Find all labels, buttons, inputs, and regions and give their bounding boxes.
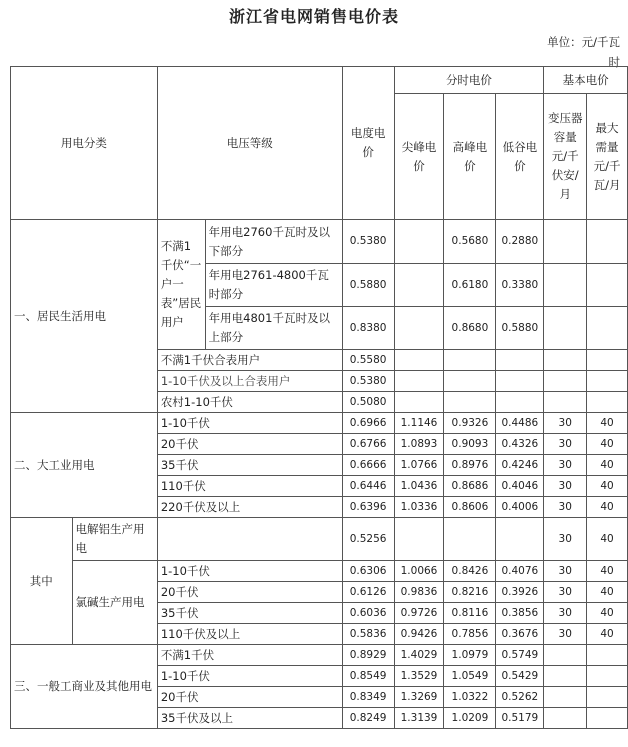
price-table xyxy=(10,66,628,729)
header-basic: 基本电价 xyxy=(544,67,628,94)
valley-cell: 0.3380 xyxy=(496,264,544,307)
header-voltage: 电压等级 xyxy=(157,67,342,220)
unit-label: 单位：元/千瓦时 xyxy=(547,35,620,69)
high-cell: 1.0979 xyxy=(444,645,496,666)
price-cell: 0.5580 xyxy=(342,350,394,371)
maxdemand-cell xyxy=(587,307,628,350)
voltage-cell: 1-10千伏 xyxy=(157,666,342,687)
transformer-cell: 30 xyxy=(544,582,587,603)
peak-cell: 0.9836 xyxy=(394,582,444,603)
voltage-cell: 35千伏及以上 xyxy=(157,708,342,729)
maxdemand-cell: 40 xyxy=(587,497,628,518)
voltage-cell: 35千伏 xyxy=(157,603,342,624)
voltage-cell: 1-10千伏 xyxy=(157,413,342,434)
peak-cell: 0.9426 xyxy=(394,624,444,645)
high-cell: 1.0209 xyxy=(444,708,496,729)
high-cell: 1.0322 xyxy=(444,687,496,708)
high-cell: 0.8426 xyxy=(444,561,496,582)
peak-cell: 1.0766 xyxy=(394,455,444,476)
peak-cell: 1.0893 xyxy=(394,434,444,455)
price-cell: 0.6036 xyxy=(342,603,394,624)
header-transformer: 变压器容量元/千伏安/月 xyxy=(544,94,587,220)
peak-cell: 1.3529 xyxy=(394,666,444,687)
price-cell: 0.8249 xyxy=(342,708,394,729)
price-cell: 0.5080 xyxy=(342,392,394,413)
transformer-cell: 30 xyxy=(544,624,587,645)
high-cell: 0.7856 xyxy=(444,624,496,645)
header-peak: 尖峰电价 xyxy=(394,94,444,220)
high-cell: 0.8680 xyxy=(444,307,496,350)
high-cell: 0.8606 xyxy=(444,497,496,518)
voltage-cell: 年用电4801千瓦时及以上部分 xyxy=(205,307,342,350)
valley-cell: 0.5429 xyxy=(496,666,544,687)
transformer-cell: 30 xyxy=(544,518,587,561)
price-cell: 0.6126 xyxy=(342,582,394,603)
table-row xyxy=(11,220,628,264)
price-cell: 0.5880 xyxy=(342,264,394,307)
valley-cell: 0.5262 xyxy=(496,687,544,708)
category-industrial: 二、大工业用电 xyxy=(11,413,158,518)
voltage-cell: 20千伏 xyxy=(157,434,342,455)
high-cell: 0.5680 xyxy=(444,220,496,264)
high-cell: 0.8116 xyxy=(444,603,496,624)
price-cell: 0.5380 xyxy=(342,220,394,264)
table-row xyxy=(11,561,628,582)
table-row xyxy=(11,413,628,434)
page-title: 浙江省电网销售电价表 xyxy=(228,7,399,26)
peak-cell: 1.3139 xyxy=(394,708,444,729)
residential-sub-label: 不满1千伏“一户一表”居民用户 xyxy=(157,220,205,350)
voltage-cell: 110千伏及以上 xyxy=(157,624,342,645)
header-price: 电度电价 xyxy=(342,67,394,220)
transformer-cell: 30 xyxy=(544,603,587,624)
peak-cell: 1.4029 xyxy=(394,645,444,666)
header-maxdemand: 最大需量元/千瓦/月 xyxy=(587,94,628,220)
price-cell: 0.5836 xyxy=(342,624,394,645)
peak-cell: 1.3269 xyxy=(394,687,444,708)
peak-cell: 0.9726 xyxy=(394,603,444,624)
maxdemand-cell xyxy=(587,264,628,307)
transformer-cell: 30 xyxy=(544,413,587,434)
header-high: 高峰电价 xyxy=(444,94,496,220)
voltage-cell: 110千伏 xyxy=(157,476,342,497)
price-cell: 0.6396 xyxy=(342,497,394,518)
high-cell: 0.8976 xyxy=(444,455,496,476)
valley-cell: 0.4076 xyxy=(496,561,544,582)
voltage-cell: 不满1千伏合表用户 xyxy=(157,350,342,371)
voltage-cell: 20千伏 xyxy=(157,582,342,603)
maxdemand-cell: 40 xyxy=(587,561,628,582)
transformer-cell: 30 xyxy=(544,561,587,582)
peak-cell xyxy=(394,307,444,350)
peak-cell: 1.1146 xyxy=(394,413,444,434)
category-commercial: 三、一般工商业及其他用电 xyxy=(11,645,158,729)
valley-cell: 0.3926 xyxy=(496,582,544,603)
valley-cell: 0.3676 xyxy=(496,624,544,645)
price-cell: 0.8349 xyxy=(342,687,394,708)
valley-cell: 0.5749 xyxy=(496,645,544,666)
voltage-cell: 年用电2761-4800千瓦时部分 xyxy=(205,264,342,307)
price-cell: 0.8929 xyxy=(342,645,394,666)
voltage-cell: 35千伏 xyxy=(157,455,342,476)
voltage-cell: 年用电2760千瓦时及以下部分 xyxy=(205,220,342,264)
price-cell: 0.6966 xyxy=(342,413,394,434)
high-cell: 0.8686 xyxy=(444,476,496,497)
maxdemand-cell: 40 xyxy=(587,518,628,561)
valley-cell: 0.4046 xyxy=(496,476,544,497)
high-cell: 0.6180 xyxy=(444,264,496,307)
transformer-cell xyxy=(544,264,587,307)
maxdemand-cell: 40 xyxy=(587,413,628,434)
high-cell: 1.0549 xyxy=(444,666,496,687)
transformer-cell: 30 xyxy=(544,497,587,518)
table-row xyxy=(11,518,628,561)
voltage-cell: 1-10千伏 xyxy=(157,561,342,582)
valley-cell: 0.4246 xyxy=(496,455,544,476)
aluminum-label: 电解铝生产用电 xyxy=(72,518,157,561)
among-label: 其中 xyxy=(11,518,73,645)
valley-cell: 0.4326 xyxy=(496,434,544,455)
price-cell: 0.6446 xyxy=(342,476,394,497)
voltage-cell: 农村1-10千伏 xyxy=(157,392,342,413)
voltage-cell: 20千伏 xyxy=(157,687,342,708)
valley-cell: 0.5179 xyxy=(496,708,544,729)
price-cell: 0.6766 xyxy=(342,434,394,455)
peak-cell xyxy=(394,220,444,264)
maxdemand-cell: 40 xyxy=(587,582,628,603)
maxdemand-cell: 40 xyxy=(587,455,628,476)
valley-cell: 0.3856 xyxy=(496,603,544,624)
header-category: 用电分类 xyxy=(11,67,158,220)
maxdemand-cell: 40 xyxy=(587,624,628,645)
peak-cell: 1.0066 xyxy=(394,561,444,582)
maxdemand-cell xyxy=(587,220,628,264)
transformer-cell: 30 xyxy=(544,455,587,476)
transformer-cell xyxy=(544,220,587,264)
price-cell: 0.5380 xyxy=(342,371,394,392)
transformer-cell: 30 xyxy=(544,434,587,455)
voltage-cell: 不满1千伏 xyxy=(157,645,342,666)
category-residential: 一、居民生活用电 xyxy=(11,220,158,413)
header-tou: 分时电价 xyxy=(394,67,544,94)
high-cell: 0.9093 xyxy=(444,434,496,455)
peak-cell: 1.0336 xyxy=(394,497,444,518)
peak-cell xyxy=(394,264,444,307)
price-cell: 0.6666 xyxy=(342,455,394,476)
maxdemand-cell: 40 xyxy=(587,603,628,624)
valley-cell: 0.2880 xyxy=(496,220,544,264)
maxdemand-cell: 40 xyxy=(587,434,628,455)
valley-cell: 0.5880 xyxy=(496,307,544,350)
header-valley: 低谷电价 xyxy=(496,94,544,220)
voltage-cell: 1-10千伏及以上合表用户 xyxy=(157,371,342,392)
high-cell: 0.8216 xyxy=(444,582,496,603)
high-cell: 0.9326 xyxy=(444,413,496,434)
table-row xyxy=(11,645,628,666)
price-cell: 0.8380 xyxy=(342,307,394,350)
valley-cell: 0.4006 xyxy=(496,497,544,518)
peak-cell: 1.0436 xyxy=(394,476,444,497)
maxdemand-cell: 40 xyxy=(587,476,628,497)
transformer-cell: 30 xyxy=(544,476,587,497)
chlor-label: 氯碱生产用电 xyxy=(72,561,157,645)
valley-cell: 0.4486 xyxy=(496,413,544,434)
price-cell: 0.8549 xyxy=(342,666,394,687)
price-cell: 0.6306 xyxy=(342,561,394,582)
price-cell: 0.5256 xyxy=(342,518,394,561)
voltage-cell: 220千伏及以上 xyxy=(157,497,342,518)
transformer-cell xyxy=(544,307,587,350)
